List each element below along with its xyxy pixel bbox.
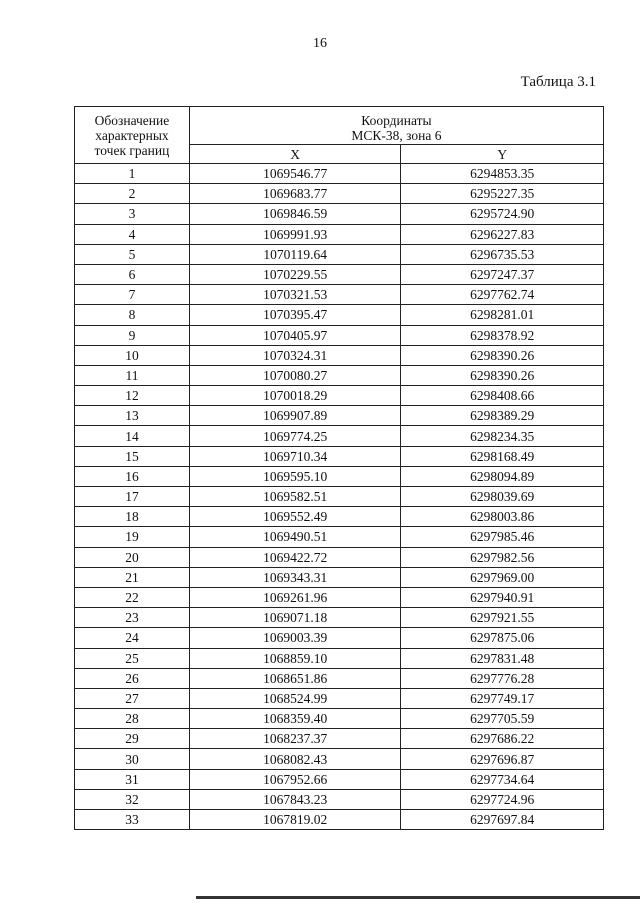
table-row bbox=[75, 547, 604, 567]
x-coordinate-cell: 1070119.64 bbox=[189, 244, 401, 264]
y-coordinate-cell: 6298234.35 bbox=[401, 426, 604, 446]
y-coordinate-cell: 6297724.96 bbox=[401, 789, 604, 809]
x-coordinate-cell: 1069003.39 bbox=[189, 628, 401, 648]
point-number-cell: 22 bbox=[75, 587, 190, 607]
point-number-cell: 16 bbox=[75, 466, 190, 486]
y-coordinate-cell: 6298094.89 bbox=[401, 466, 604, 486]
x-coordinate-cell: 1070395.47 bbox=[189, 305, 401, 325]
x-coordinate-cell: 1070324.31 bbox=[189, 345, 401, 365]
y-coordinate-cell: 6296227.83 bbox=[401, 224, 604, 244]
table-row bbox=[75, 648, 604, 668]
coordinates-header bbox=[189, 107, 603, 145]
table-row bbox=[75, 527, 604, 547]
y-coordinate-cell: 6297969.00 bbox=[401, 567, 604, 587]
point-number-cell: 2 bbox=[75, 184, 190, 204]
point-number-cell: 19 bbox=[75, 527, 190, 547]
table-row bbox=[75, 567, 604, 587]
point-number-cell: 18 bbox=[75, 507, 190, 527]
point-number-cell: 9 bbox=[75, 325, 190, 345]
table-row bbox=[75, 365, 604, 385]
x-coordinate-cell: 1069546.77 bbox=[189, 164, 401, 184]
y-coordinate-cell: 6297705.59 bbox=[401, 709, 604, 729]
y-coordinate-cell: 6295724.90 bbox=[401, 204, 604, 224]
x-coordinate-cell: 1068859.10 bbox=[189, 648, 401, 668]
table-row bbox=[75, 789, 604, 809]
point-number-cell: 29 bbox=[75, 729, 190, 749]
table-row bbox=[75, 224, 604, 244]
coordinates-table bbox=[74, 106, 604, 830]
y-coordinate-cell: 6298408.66 bbox=[401, 386, 604, 406]
table-row bbox=[75, 325, 604, 345]
x-coordinate-cell: 1068359.40 bbox=[189, 709, 401, 729]
y-coordinate-cell: 6298389.29 bbox=[401, 406, 604, 426]
y-coordinate-cell: 6297831.48 bbox=[401, 648, 604, 668]
table-caption: Таблица 3.1 bbox=[520, 74, 596, 90]
y-coordinate-cell: 6297247.37 bbox=[401, 264, 604, 284]
table-row bbox=[75, 204, 604, 224]
x-coordinate-cell: 1070080.27 bbox=[189, 365, 401, 385]
table-row bbox=[75, 769, 604, 789]
table-row bbox=[75, 668, 604, 688]
x-coordinate-cell: 1070405.97 bbox=[189, 325, 401, 345]
x-coordinate-cell: 1068524.99 bbox=[189, 688, 401, 708]
point-number-cell: 30 bbox=[75, 749, 190, 769]
x-coordinate-cell: 1067819.02 bbox=[189, 810, 401, 830]
point-number-cell: 31 bbox=[75, 769, 190, 789]
y-column-header: Y bbox=[401, 145, 604, 164]
x-coordinate-cell: 1067843.23 bbox=[189, 789, 401, 809]
table-row bbox=[75, 729, 604, 749]
y-coordinate-cell: 6298281.01 bbox=[401, 305, 604, 325]
point-number-cell: 6 bbox=[75, 264, 190, 284]
point-number-cell: 33 bbox=[75, 810, 190, 830]
x-coordinate-cell: 1069422.72 bbox=[189, 547, 401, 567]
point-number-cell: 23 bbox=[75, 608, 190, 628]
x-coordinate-cell: 1069710.34 bbox=[189, 446, 401, 466]
table-row bbox=[75, 810, 604, 830]
x-coordinate-cell: 1067952.66 bbox=[189, 769, 401, 789]
table-row bbox=[75, 386, 604, 406]
y-coordinate-cell: 6294853.35 bbox=[401, 164, 604, 184]
x-coordinate-cell: 1068651.86 bbox=[189, 668, 401, 688]
table-row bbox=[75, 446, 604, 466]
page-number: 16 bbox=[313, 36, 327, 51]
point-number-cell: 4 bbox=[75, 224, 190, 244]
y-coordinate-cell: 6297734.64 bbox=[401, 769, 604, 789]
y-coordinate-cell: 6298003.86 bbox=[401, 507, 604, 527]
y-coordinate-cell: 6296735.53 bbox=[401, 244, 604, 264]
table-row bbox=[75, 466, 604, 486]
table-row bbox=[75, 487, 604, 507]
point-number-cell: 24 bbox=[75, 628, 190, 648]
table-row bbox=[75, 688, 604, 708]
y-coordinate-cell: 6297776.28 bbox=[401, 668, 604, 688]
point-number-cell: 11 bbox=[75, 365, 190, 385]
y-coordinate-cell: 6297697.84 bbox=[401, 810, 604, 830]
x-coordinate-cell: 1069683.77 bbox=[189, 184, 401, 204]
y-coordinate-cell: 6297875.06 bbox=[401, 628, 604, 648]
y-coordinate-cell: 6297985.46 bbox=[401, 527, 604, 547]
table-body bbox=[75, 164, 604, 830]
x-coordinate-cell: 1069595.10 bbox=[189, 466, 401, 486]
y-coordinate-cell: 6297686.22 bbox=[401, 729, 604, 749]
x-coordinate-cell: 1069991.93 bbox=[189, 224, 401, 244]
table-row bbox=[75, 507, 604, 527]
point-number-cell: 12 bbox=[75, 386, 190, 406]
table-row bbox=[75, 709, 604, 729]
point-number-cell: 15 bbox=[75, 446, 190, 466]
point-number-cell: 7 bbox=[75, 285, 190, 305]
x-coordinate-cell: 1070018.29 bbox=[189, 386, 401, 406]
x-coordinate-cell: 1069261.96 bbox=[189, 587, 401, 607]
point-designation-header: Обозначение характерных точек границ bbox=[75, 107, 190, 164]
x-coordinate-cell: 1070321.53 bbox=[189, 285, 401, 305]
point-number-cell: 28 bbox=[75, 709, 190, 729]
table-row bbox=[75, 264, 604, 284]
point-number-cell: 5 bbox=[75, 244, 190, 264]
point-number-cell: 20 bbox=[75, 547, 190, 567]
coordinates-header-title: Координаты bbox=[361, 112, 432, 128]
x-coordinate-cell: 1069907.89 bbox=[189, 406, 401, 426]
y-coordinate-cell: 6298390.26 bbox=[401, 345, 604, 365]
point-number-cell: 1 bbox=[75, 164, 190, 184]
table-row bbox=[75, 164, 604, 184]
point-number-cell: 21 bbox=[75, 567, 190, 587]
point-number-cell: 25 bbox=[75, 648, 190, 668]
point-number-cell: 8 bbox=[75, 305, 190, 325]
x-coordinate-cell: 1069582.51 bbox=[189, 487, 401, 507]
table-row bbox=[75, 587, 604, 607]
y-coordinate-cell: 6297749.17 bbox=[401, 688, 604, 708]
table-row bbox=[75, 406, 604, 426]
table-row bbox=[75, 608, 604, 628]
y-coordinate-cell: 6297940.91 bbox=[401, 587, 604, 607]
table-row bbox=[75, 244, 604, 264]
table-row bbox=[75, 345, 604, 365]
x-coordinate-cell: 1069490.51 bbox=[189, 527, 401, 547]
x-coordinate-cell: 1069552.49 bbox=[189, 507, 401, 527]
x-coordinate-cell: 1069774.25 bbox=[189, 426, 401, 446]
point-number-cell: 10 bbox=[75, 345, 190, 365]
x-coordinate-cell: 1069343.31 bbox=[189, 567, 401, 587]
table-row bbox=[75, 305, 604, 325]
table-row bbox=[75, 628, 604, 648]
point-number-cell: 26 bbox=[75, 668, 190, 688]
table-row bbox=[75, 749, 604, 769]
coordinate-system-label: МСК-38, зона 6 bbox=[351, 127, 442, 143]
x-column-header: X bbox=[189, 145, 401, 164]
x-coordinate-cell: 1068082.43 bbox=[189, 749, 401, 769]
point-number-cell: 3 bbox=[75, 204, 190, 224]
y-coordinate-cell: 6297982.56 bbox=[401, 547, 604, 567]
y-coordinate-cell: 6295227.35 bbox=[401, 184, 604, 204]
y-coordinate-cell: 6297696.87 bbox=[401, 749, 604, 769]
table-row bbox=[75, 184, 604, 204]
y-coordinate-cell: 6297921.55 bbox=[401, 608, 604, 628]
point-number-cell: 17 bbox=[75, 487, 190, 507]
y-coordinate-cell: 6298039.69 bbox=[401, 487, 604, 507]
y-coordinate-cell: 6298390.26 bbox=[401, 365, 604, 385]
point-number-cell: 14 bbox=[75, 426, 190, 446]
point-number-cell: 13 bbox=[75, 406, 190, 426]
scan-edge-line bbox=[196, 896, 640, 899]
table-row bbox=[75, 285, 604, 305]
y-coordinate-cell: 6298378.92 bbox=[401, 325, 604, 345]
x-coordinate-cell: 1068237.37 bbox=[189, 729, 401, 749]
point-number-cell: 27 bbox=[75, 688, 190, 708]
table-row bbox=[75, 426, 604, 446]
y-coordinate-cell: 6297762.74 bbox=[401, 285, 604, 305]
x-coordinate-cell: 1070229.55 bbox=[189, 264, 401, 284]
point-number-cell: 32 bbox=[75, 789, 190, 809]
y-coordinate-cell: 6298168.49 bbox=[401, 446, 604, 466]
x-coordinate-cell: 1069846.59 bbox=[189, 204, 401, 224]
x-coordinate-cell: 1069071.18 bbox=[189, 608, 401, 628]
